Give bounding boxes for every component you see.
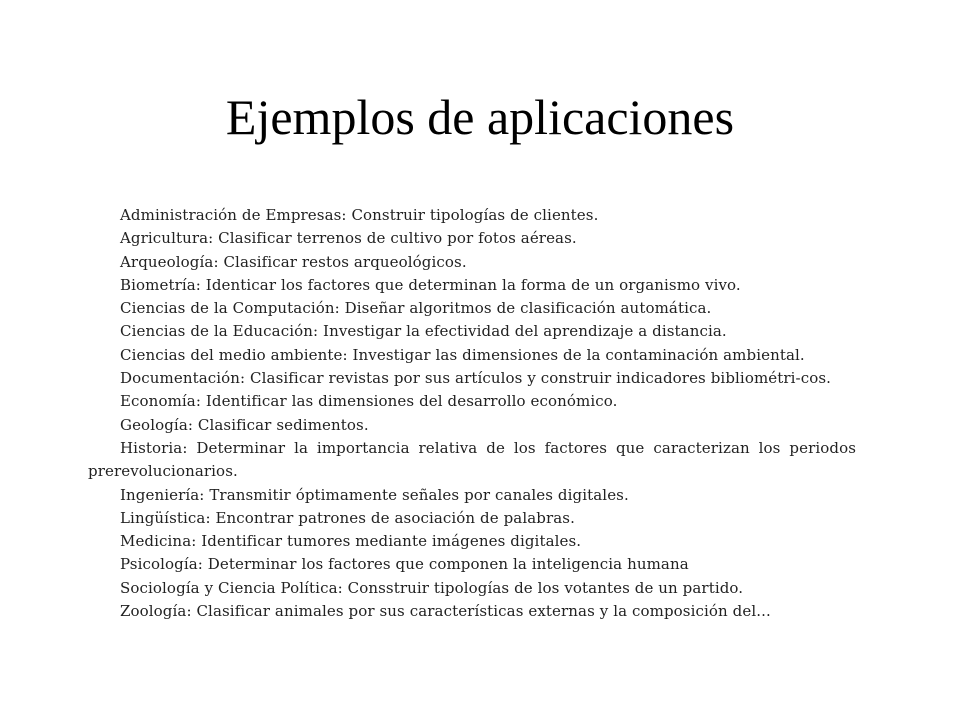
list-item: Sociología y Ciencia Política: Consstruir tipologías de los votantes de un partido. [120,578,744,597]
slide-title: Ejemplos de aplicaciones [225,89,735,145]
list-item: Agricultura: Clasificar terrenos de cultivo por fotos aéreas. [120,229,577,248]
list-item: Administración de Empresas: Construir tipologías de clientes. [120,206,599,224]
list-item: Geología: Clasificar sedimentos. [120,415,369,434]
list-item: Ciencias de la Educación: Investigar la efectividad del aprendizaje a distancia. [120,322,727,341]
list-item: Economía: Identificar las dimensiones del desarrollo económico. [120,392,618,411]
list-item: Medicina: Identificar tumores mediante imágenes digitales. [120,532,582,551]
list-item: Documentación: Clasificar revistas por sus artículos y construir indicadores bibliométri-cos. [120,369,832,388]
list-item: Ciencias del medio ambiente: Investigar las dimensiones de la contaminación ambiental. [120,345,805,364]
list-item: Lingüística: Encontrar patrones de asociación de palabras. [120,508,575,527]
list-item: Psicología: Determinar los factores que componen la inteligencia humana [120,555,689,574]
list-item: Ciencias de la Computación: Diseñar algoritmos de clasificación automática. [120,299,712,318]
list-item: Biometría: Identicar los factores que determinan la forma de un organismo vivo. [120,275,741,294]
applications-list [88,204,856,638]
list-item: Ingeniería: Transmitir óptimamente señales por canales digitales. [120,485,629,504]
list-item: Arqueología: Clasificar restos arqueológicos. [120,252,467,271]
list-item: Zoología: Clasificar animales por sus características externas y la composición del... [120,602,771,621]
list-item: Historia: Determinar la importancia relativa de los factores que caracterizan los periodos prerevolucionarios. [88,438,856,481]
